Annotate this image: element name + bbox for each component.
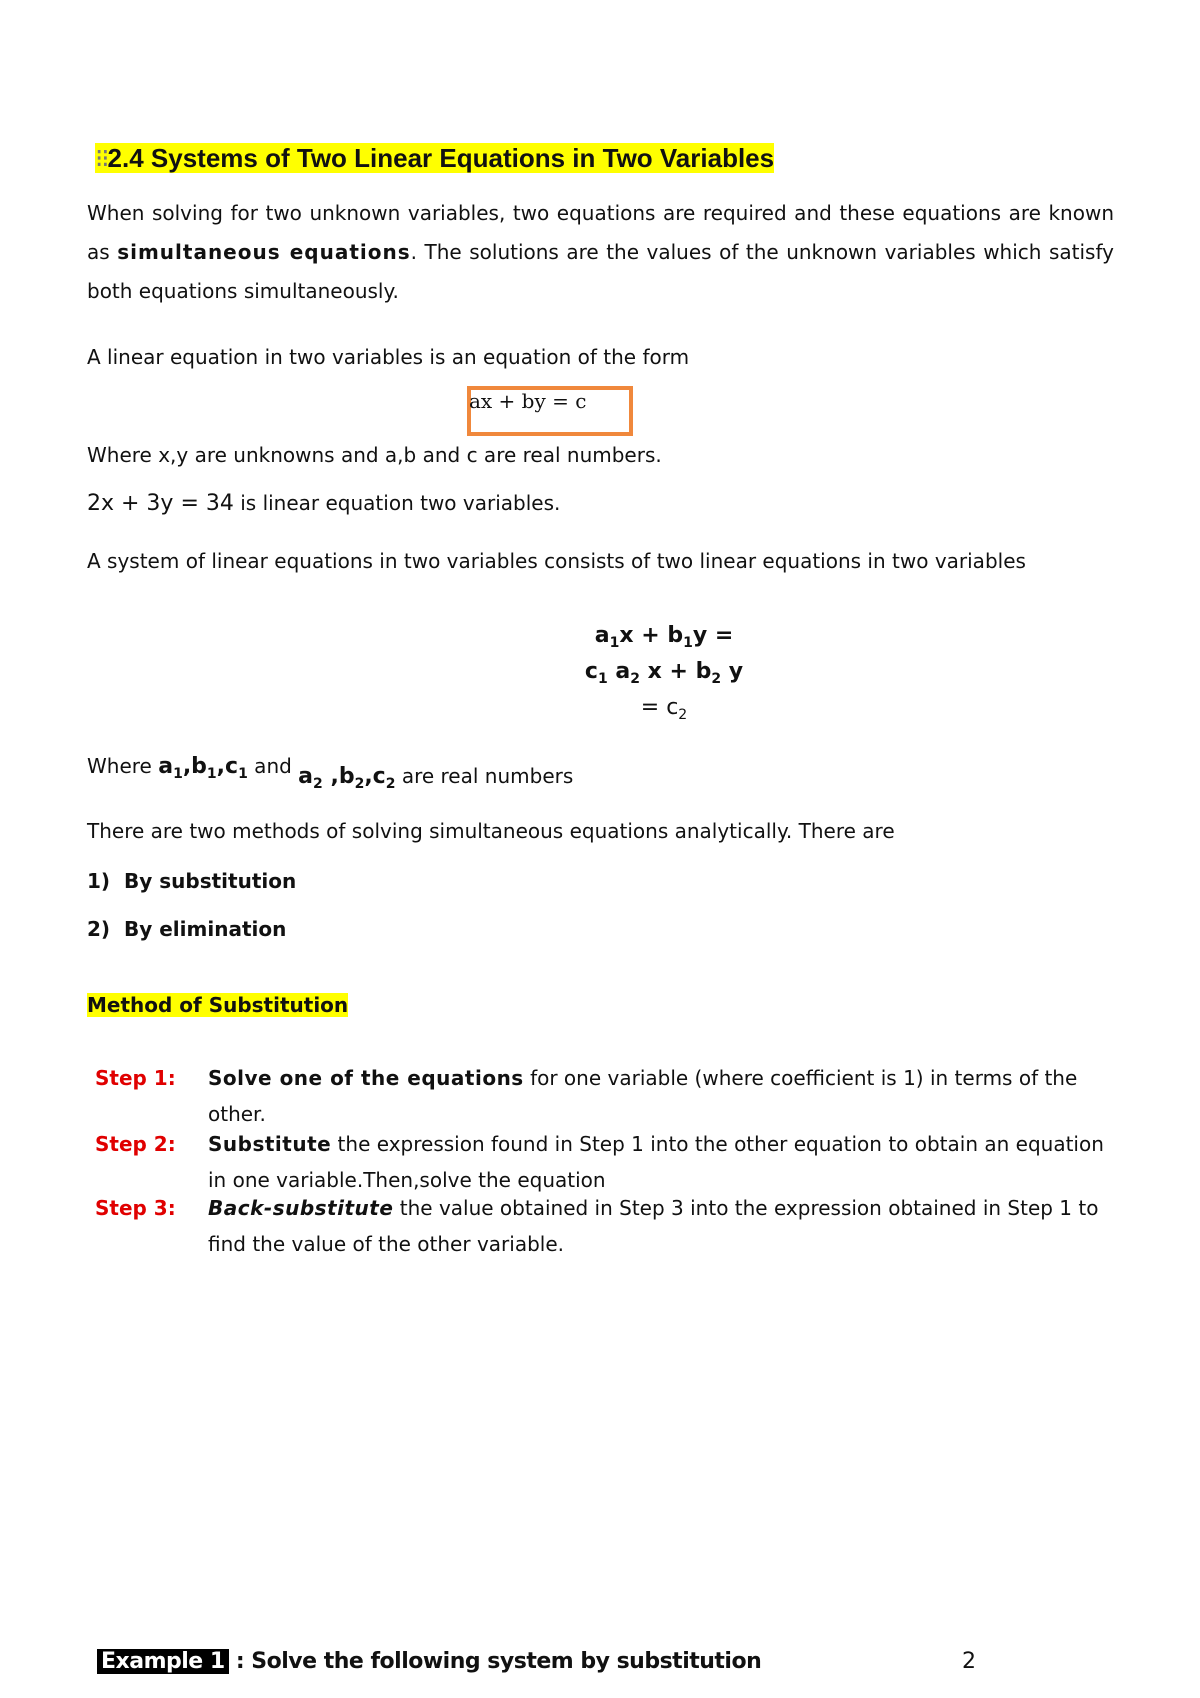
- step-1-label: Step 1:: [95, 1066, 176, 1090]
- example-equation-line: 2x + 3y = 34 is linear equation two variables.: [87, 491, 561, 516]
- methods-intro: There are two methods of solving simultaneous equations analytically. There are: [87, 819, 895, 843]
- system-line-1: $a_1x + b_1y$ =: [594, 623, 734, 651]
- step-3-text: Back-substitute the value obtained in Step 3 into the expression obtained in Step 1 to find the value of the other variable.: [208, 1196, 1099, 1256]
- form-intro: A linear equation in two variables is an equation of the form: [87, 345, 690, 369]
- step-2-label: Step 2:: [95, 1132, 176, 1156]
- system-line-2: $c_1$ $a_2$ $x + b_2$ y: [584, 659, 744, 687]
- step-1-text: Solve one of the equations for one variable (where coefficient is 1) in terms of the other.: [208, 1066, 1078, 1126]
- intro-paragraph: When solving for two unknown variables, two equations are required and these equations are known as simultaneous equations. The solutions are the values of the unknown variables which satisfy both equations simultaneously.: [87, 201, 1114, 303]
- step-3-label: Step 3:: [95, 1196, 176, 1220]
- section-heading: [95, 142, 774, 174]
- system-line-3: = $c_2$: [640, 695, 688, 723]
- example-tag: Example 1: [97, 1649, 229, 1674]
- substitution-heading: Method of Substitution: [87, 993, 349, 1017]
- system-intro: A system of linear equations in two variables consists of two linear equations in two variables: [87, 549, 1026, 573]
- method-item-substitution: 1) By substitution: [87, 869, 297, 893]
- example-1-heading: Example 1 : Solve the following system by substitution: [97, 1648, 761, 1676]
- simultaneous-equations-term: simultaneous equations: [117, 240, 411, 264]
- section-number: 2.4: [107, 143, 144, 173]
- step-2-text: Substitute the expression found in Step 1 into the other equation to obtain an equation in one variable.Then,solve the equation: [208, 1132, 1104, 1192]
- coefficients-definition: Where $a_1,b_1,c_1$ and $a_2$ $,b_2,c_2$ are real numbers: [87, 754, 574, 792]
- page-number: 2: [962, 1649, 976, 1674]
- heading-marker: ⁝⁝: [95, 143, 108, 173]
- general-form-equation: ax + by = c: [469, 389, 587, 413]
- unknowns-definition: Where x,y are unknowns and a,b and c are real numbers.: [87, 443, 662, 467]
- example-equation: 2x + 3y = 34: [87, 491, 234, 516]
- method-item-elimination: 2) By elimination: [87, 917, 287, 941]
- section-title: Systems of Two Linear Equations in Two Variables: [150, 143, 775, 173]
